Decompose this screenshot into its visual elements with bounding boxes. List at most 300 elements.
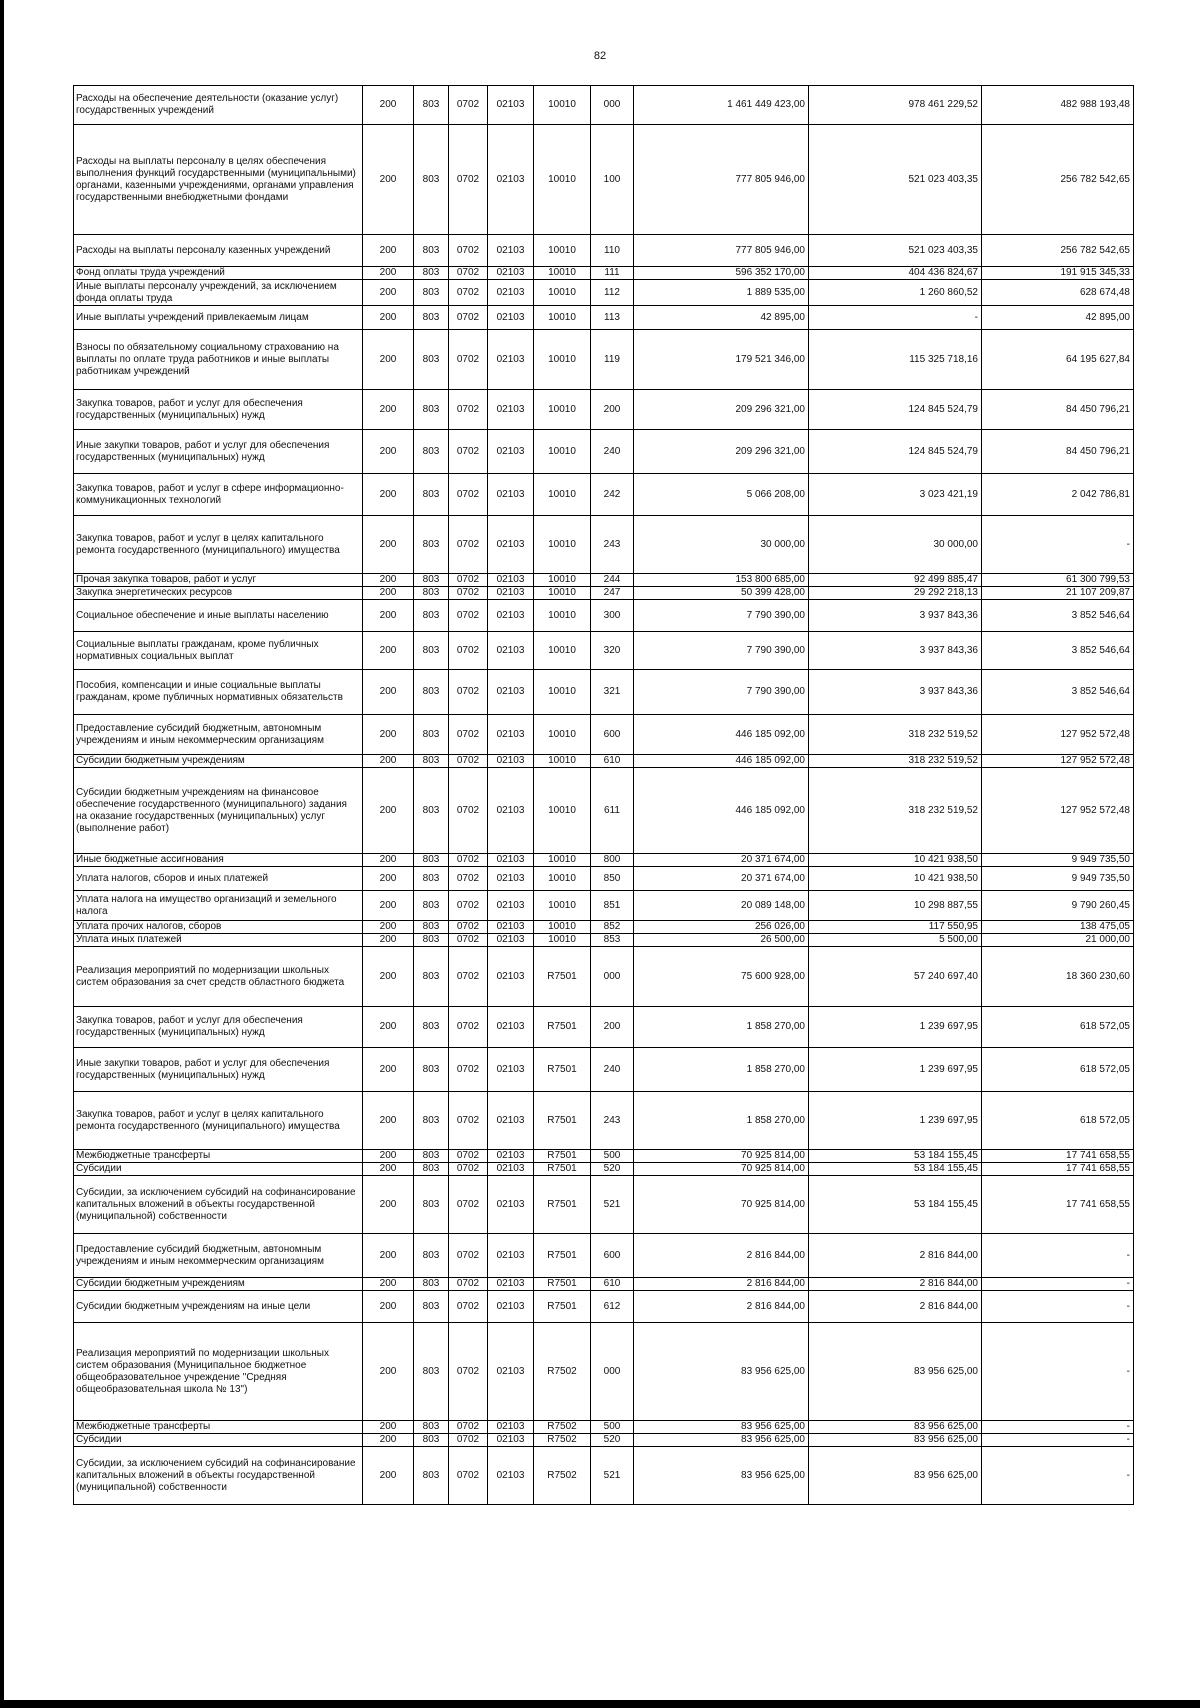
code-direction: 10010 (534, 474, 591, 516)
row-name: Фонд оплаты труда учреждений (74, 267, 363, 280)
code-expense-type: 200 (591, 390, 634, 430)
table-row (74, 267, 1134, 280)
row-name: Иные бюджетные ассигнования (74, 854, 363, 867)
row-name: Субсидии бюджетным учреждениям (74, 1278, 363, 1291)
code-admin: 200 (363, 235, 414, 267)
amount-planned: 83 956 625,00 (634, 1421, 809, 1434)
amount-remaining: 9 949 735,50 (982, 867, 1134, 891)
code-expense-type: 112 (591, 280, 634, 306)
code-section: 0702 (449, 390, 488, 430)
code-admin: 200 (363, 280, 414, 306)
code-direction: 10010 (534, 330, 591, 390)
code-expense-type: 000 (591, 86, 634, 125)
table-row (74, 947, 1134, 1007)
code-expense-type: 852 (591, 921, 634, 934)
table-row (74, 390, 1134, 430)
code-admin: 200 (363, 330, 414, 390)
code-ministry: 803 (414, 600, 449, 632)
row-name: Субсидии, за исключением субсидий на софинансирование капитальных вложений в объекты государственной (муниципальной) собственности (74, 1447, 363, 1505)
code-expense-type: 243 (591, 1092, 634, 1150)
code-admin: 200 (363, 1150, 414, 1163)
amount-remaining: 21 000,00 (982, 934, 1134, 947)
code-expense-type: 244 (591, 574, 634, 587)
code-program: 02103 (488, 1447, 534, 1505)
amount-executed: 124 845 524,79 (809, 390, 982, 430)
amount-executed: 53 184 155,45 (809, 1163, 982, 1176)
row-name: Социальное обеспечение и иные выплаты населению (74, 600, 363, 632)
code-program: 02103 (488, 1323, 534, 1421)
table-row (74, 1291, 1134, 1323)
amount-remaining: - (982, 1278, 1134, 1291)
amount-executed: 53 184 155,45 (809, 1176, 982, 1234)
amount-planned: 446 185 092,00 (634, 715, 809, 755)
code-program: 02103 (488, 755, 534, 768)
code-direction: 10010 (534, 125, 591, 235)
code-section: 0702 (449, 768, 488, 854)
amount-executed: 978 461 229,52 (809, 86, 982, 125)
amount-planned: 26 500,00 (634, 934, 809, 947)
table-row (74, 1092, 1134, 1150)
amount-executed: 117 550,95 (809, 921, 982, 934)
code-ministry: 803 (414, 715, 449, 755)
code-admin: 200 (363, 1447, 414, 1505)
amount-remaining: 42 895,00 (982, 306, 1134, 330)
row-name: Иные выплаты учреждений привлекаемым лицам (74, 306, 363, 330)
code-section: 0702 (449, 516, 488, 574)
amount-executed: 83 956 625,00 (809, 1421, 982, 1434)
code-admin: 200 (363, 1278, 414, 1291)
table-row (74, 921, 1134, 934)
code-admin: 200 (363, 921, 414, 934)
code-program: 02103 (488, 1007, 534, 1048)
row-name: Уплата налогов, сборов и иных платежей (74, 867, 363, 891)
code-expense-type: 611 (591, 768, 634, 854)
table-row (74, 891, 1134, 921)
code-ministry: 803 (414, 267, 449, 280)
code-section: 0702 (449, 306, 488, 330)
amount-planned: 2 816 844,00 (634, 1278, 809, 1291)
code-section: 0702 (449, 574, 488, 587)
amount-executed: 83 956 625,00 (809, 1434, 982, 1447)
table-row (74, 1234, 1134, 1278)
amount-planned: 446 185 092,00 (634, 768, 809, 854)
code-ministry: 803 (414, 1323, 449, 1421)
code-program: 02103 (488, 670, 534, 715)
code-program: 02103 (488, 715, 534, 755)
code-expense-type: 521 (591, 1447, 634, 1505)
amount-executed: 83 956 625,00 (809, 1323, 982, 1421)
code-ministry: 803 (414, 306, 449, 330)
amount-planned: 179 521 346,00 (634, 330, 809, 390)
code-direction: 10010 (534, 755, 591, 768)
code-expense-type: 851 (591, 891, 634, 921)
amount-planned: 70 925 814,00 (634, 1150, 809, 1163)
table-row (74, 574, 1134, 587)
code-admin: 200 (363, 768, 414, 854)
amount-planned: 209 296 321,00 (634, 390, 809, 430)
code-program: 02103 (488, 125, 534, 235)
amount-executed: 404 436 824,67 (809, 267, 982, 280)
amount-executed: 3 023 421,19 (809, 474, 982, 516)
code-admin: 200 (363, 715, 414, 755)
amount-executed: 10 298 887,55 (809, 891, 982, 921)
amount-executed: 115 325 718,16 (809, 330, 982, 390)
amount-remaining: 256 782 542,65 (982, 125, 1134, 235)
code-program: 02103 (488, 867, 534, 891)
code-ministry: 803 (414, 632, 449, 670)
code-ministry: 803 (414, 235, 449, 267)
table-row (74, 235, 1134, 267)
code-program: 02103 (488, 600, 534, 632)
code-ministry: 803 (414, 891, 449, 921)
code-expense-type: 111 (591, 267, 634, 280)
table-row (74, 1176, 1134, 1234)
amount-executed: 2 816 844,00 (809, 1291, 982, 1323)
amount-planned: 30 000,00 (634, 516, 809, 574)
code-expense-type: 110 (591, 235, 634, 267)
code-expense-type: 600 (591, 1234, 634, 1278)
amount-executed: 3 937 843,36 (809, 632, 982, 670)
code-ministry: 803 (414, 516, 449, 574)
row-name: Субсидии бюджетным учреждениям (74, 755, 363, 768)
code-ministry: 803 (414, 1291, 449, 1323)
code-ministry: 803 (414, 430, 449, 474)
code-section: 0702 (449, 125, 488, 235)
code-ministry: 803 (414, 670, 449, 715)
code-section: 0702 (449, 330, 488, 390)
amount-remaining: 127 952 572,48 (982, 715, 1134, 755)
code-direction: R7501 (534, 1291, 591, 1323)
amount-remaining: 618 572,05 (982, 1048, 1134, 1092)
row-name: Уплата налога на имущество организаций и земельного налога (74, 891, 363, 921)
amount-planned: 153 800 685,00 (634, 574, 809, 587)
amount-planned: 1 889 535,00 (634, 280, 809, 306)
code-direction: R7501 (534, 1007, 591, 1048)
code-admin: 200 (363, 1007, 414, 1048)
code-admin: 200 (363, 587, 414, 600)
code-ministry: 803 (414, 867, 449, 891)
code-expense-type: 320 (591, 632, 634, 670)
row-name: Закупка энергетических ресурсов (74, 587, 363, 600)
code-direction: 10010 (534, 768, 591, 854)
amount-planned: 83 956 625,00 (634, 1434, 809, 1447)
code-direction: R7501 (534, 1048, 591, 1092)
code-section: 0702 (449, 891, 488, 921)
amount-remaining: 84 450 796,21 (982, 390, 1134, 430)
amount-executed: 10 421 938,50 (809, 854, 982, 867)
code-direction: 10010 (534, 390, 591, 430)
amount-executed: 29 292 218,13 (809, 587, 982, 600)
amount-executed: 521 023 403,35 (809, 235, 982, 267)
row-name: Иные закупки товаров, работ и услуг для обеспечения государственных (муниципальных) нужд (74, 1048, 363, 1092)
code-program: 02103 (488, 768, 534, 854)
row-name: Субсидии бюджетным учреждениям на финансовое обеспечение государственного (муниципального) задания на оказание государственных (муниципальных) услуг (выполнение работ) (74, 768, 363, 854)
code-section: 0702 (449, 1234, 488, 1278)
code-direction: 10010 (534, 632, 591, 670)
row-name: Расходы на обеспечение деятельности (оказание услуг) государственных учреждений (74, 86, 363, 125)
amount-planned: 1 858 270,00 (634, 1048, 809, 1092)
amount-remaining: 191 915 345,33 (982, 267, 1134, 280)
amount-planned: 777 805 946,00 (634, 235, 809, 267)
code-expense-type: 000 (591, 1323, 634, 1421)
code-ministry: 803 (414, 1048, 449, 1092)
amount-executed: 5 500,00 (809, 934, 982, 947)
code-program: 02103 (488, 854, 534, 867)
code-ministry: 803 (414, 1421, 449, 1434)
table-row (74, 330, 1134, 390)
code-section: 0702 (449, 267, 488, 280)
code-expense-type: 200 (591, 1007, 634, 1048)
amount-remaining: 64 195 627,84 (982, 330, 1134, 390)
table-row (74, 1278, 1134, 1291)
code-ministry: 803 (414, 330, 449, 390)
code-ministry: 803 (414, 587, 449, 600)
amount-remaining: 628 674,48 (982, 280, 1134, 306)
amount-remaining: 618 572,05 (982, 1092, 1134, 1150)
code-expense-type: 300 (591, 600, 634, 632)
code-section: 0702 (449, 1447, 488, 1505)
code-program: 02103 (488, 632, 534, 670)
code-expense-type: 800 (591, 854, 634, 867)
code-ministry: 803 (414, 854, 449, 867)
row-name: Закупка товаров, работ и услуг для обеспечения государственных (муниципальных) нужд (74, 1007, 363, 1048)
row-name: Субсидии бюджетным учреждениям на иные цели (74, 1291, 363, 1323)
code-direction: 10010 (534, 715, 591, 755)
amount-planned: 7 790 390,00 (634, 600, 809, 632)
table-row (74, 430, 1134, 474)
row-name: Расходы на выплаты персоналу казенных учреждений (74, 235, 363, 267)
code-program: 02103 (488, 934, 534, 947)
budget-table (73, 85, 1134, 1505)
code-program: 02103 (488, 891, 534, 921)
code-section: 0702 (449, 921, 488, 934)
code-section: 0702 (449, 1092, 488, 1150)
code-expense-type: 520 (591, 1434, 634, 1447)
amount-remaining: 84 450 796,21 (982, 430, 1134, 474)
table-row (74, 1323, 1134, 1421)
table-row (74, 755, 1134, 768)
table-row (74, 1048, 1134, 1092)
amount-planned: 50 399 428,00 (634, 587, 809, 600)
code-section: 0702 (449, 947, 488, 1007)
code-program: 02103 (488, 1278, 534, 1291)
code-admin: 200 (363, 267, 414, 280)
row-name: Социальные выплаты гражданам, кроме публичных нормативных социальных выплат (74, 632, 363, 670)
code-program: 02103 (488, 1234, 534, 1278)
code-admin: 200 (363, 1092, 414, 1150)
code-expense-type: 247 (591, 587, 634, 600)
code-admin: 200 (363, 1434, 414, 1447)
code-direction: R7501 (534, 1150, 591, 1163)
code-direction: 10010 (534, 587, 591, 600)
amount-planned: 83 956 625,00 (634, 1447, 809, 1505)
code-section: 0702 (449, 1323, 488, 1421)
code-expense-type: 321 (591, 670, 634, 715)
table-row (74, 474, 1134, 516)
page-number: 82 (593, 50, 607, 62)
code-expense-type: 600 (591, 715, 634, 755)
amount-remaining: 3 852 546,64 (982, 600, 1134, 632)
amount-executed: 1 260 860,52 (809, 280, 982, 306)
code-program: 02103 (488, 574, 534, 587)
row-name: Закупка товаров, работ и услуг в целях капитального ремонта государственного (муниципального) имущества (74, 1092, 363, 1150)
code-expense-type: 612 (591, 1291, 634, 1323)
code-admin: 200 (363, 1163, 414, 1176)
code-ministry: 803 (414, 755, 449, 768)
amount-executed: 83 956 625,00 (809, 1447, 982, 1505)
code-section: 0702 (449, 1291, 488, 1323)
code-ministry: 803 (414, 1150, 449, 1163)
code-direction: 10010 (534, 235, 591, 267)
code-program: 02103 (488, 587, 534, 600)
code-admin: 200 (363, 1048, 414, 1092)
amount-remaining: 17 741 658,55 (982, 1176, 1134, 1234)
code-ministry: 803 (414, 1447, 449, 1505)
amount-remaining: 138 475,05 (982, 921, 1134, 934)
code-direction: R7501 (534, 1234, 591, 1278)
table-row (74, 854, 1134, 867)
code-program: 02103 (488, 1163, 534, 1176)
table-row (74, 670, 1134, 715)
amount-planned: 596 352 170,00 (634, 267, 809, 280)
code-program: 02103 (488, 516, 534, 574)
amount-planned: 2 816 844,00 (634, 1291, 809, 1323)
code-admin: 200 (363, 516, 414, 574)
code-section: 0702 (449, 587, 488, 600)
row-name: Иные закупки товаров, работ и услуг для обеспечения государственных (муниципальных) нужд (74, 430, 363, 474)
code-section: 0702 (449, 1007, 488, 1048)
code-admin: 200 (363, 1323, 414, 1421)
row-name: Взносы по обязательному социальному страхованию на выплаты по оплате труда работников и иные выплаты работникам учреждений (74, 330, 363, 390)
amount-remaining: - (982, 1234, 1134, 1278)
code-ministry: 803 (414, 125, 449, 235)
table-row (74, 768, 1134, 854)
row-name: Расходы на выплаты персоналу в целях обеспечения выполнения функций государственными (муниципальными) органами, казенными учреждениями, органами управления государственными внебюджетными фондами (74, 125, 363, 235)
code-ministry: 803 (414, 474, 449, 516)
code-admin: 200 (363, 854, 414, 867)
amount-executed: 53 184 155,45 (809, 1150, 982, 1163)
amount-executed: 124 845 524,79 (809, 430, 982, 474)
code-section: 0702 (449, 1278, 488, 1291)
row-name: Межбюджетные трансферты (74, 1421, 363, 1434)
amount-planned: 777 805 946,00 (634, 125, 809, 235)
code-direction: R7502 (534, 1447, 591, 1505)
code-section: 0702 (449, 632, 488, 670)
code-section: 0702 (449, 235, 488, 267)
amount-executed: 57 240 697,40 (809, 947, 982, 1007)
amount-executed: 92 499 885,47 (809, 574, 982, 587)
code-program: 02103 (488, 474, 534, 516)
amount-executed: 2 816 844,00 (809, 1278, 982, 1291)
code-admin: 200 (363, 632, 414, 670)
amount-remaining: 17 741 658,55 (982, 1163, 1134, 1176)
row-name: Иные выплаты персоналу учреждений, за исключением фонда оплаты труда (74, 280, 363, 306)
code-program: 02103 (488, 86, 534, 125)
code-program: 02103 (488, 306, 534, 330)
amount-remaining: 618 572,05 (982, 1007, 1134, 1048)
amount-remaining: - (982, 1447, 1134, 1505)
amount-planned: 5 066 208,00 (634, 474, 809, 516)
code-direction: 10010 (534, 430, 591, 474)
amount-planned: 7 790 390,00 (634, 632, 809, 670)
amount-remaining: 9 949 735,50 (982, 854, 1134, 867)
amount-remaining: - (982, 1421, 1134, 1434)
code-section: 0702 (449, 600, 488, 632)
code-section: 0702 (449, 474, 488, 516)
row-name: Субсидии (74, 1434, 363, 1447)
code-program: 02103 (488, 1434, 534, 1447)
amount-remaining: - (982, 1323, 1134, 1421)
amount-remaining: 9 790 260,45 (982, 891, 1134, 921)
amount-executed: 1 239 697,95 (809, 1007, 982, 1048)
code-section: 0702 (449, 1150, 488, 1163)
code-admin: 200 (363, 306, 414, 330)
row-name: Реализация мероприятий по модернизации школьных систем образования за счет средств областного бюджета (74, 947, 363, 1007)
code-section: 0702 (449, 755, 488, 768)
amount-remaining: 2 042 786,81 (982, 474, 1134, 516)
code-direction: R7501 (534, 1163, 591, 1176)
table-row (74, 516, 1134, 574)
code-ministry: 803 (414, 1176, 449, 1234)
code-ministry: 803 (414, 390, 449, 430)
scan-left-edge (0, 0, 4, 1708)
amount-remaining: - (982, 1291, 1134, 1323)
row-name: Предоставление субсидий бюджетным, автономным учреждениям и иным некоммерческим организациям (74, 715, 363, 755)
amount-planned: 75 600 928,00 (634, 947, 809, 1007)
code-direction: R7502 (534, 1323, 591, 1421)
amount-remaining: 18 360 230,60 (982, 947, 1134, 1007)
code-admin: 200 (363, 1234, 414, 1278)
amount-executed: 2 816 844,00 (809, 1234, 982, 1278)
amount-remaining: 3 852 546,64 (982, 632, 1134, 670)
budget-table-body (74, 86, 1134, 1505)
code-direction: R7501 (534, 1176, 591, 1234)
code-ministry: 803 (414, 1007, 449, 1048)
row-name: Уплата прочих налогов, сборов (74, 921, 363, 934)
code-admin: 200 (363, 934, 414, 947)
code-program: 02103 (488, 430, 534, 474)
code-admin: 200 (363, 670, 414, 715)
amount-executed: 318 232 519,52 (809, 715, 982, 755)
amount-planned: 20 089 148,00 (634, 891, 809, 921)
code-admin: 200 (363, 1176, 414, 1234)
amount-executed: 521 023 403,35 (809, 125, 982, 235)
code-section: 0702 (449, 1163, 488, 1176)
code-admin: 200 (363, 755, 414, 768)
code-program: 02103 (488, 921, 534, 934)
amount-executed: 1 239 697,95 (809, 1048, 982, 1092)
code-expense-type: 500 (591, 1421, 634, 1434)
amount-planned: 7 790 390,00 (634, 670, 809, 715)
code-section: 0702 (449, 1421, 488, 1434)
code-direction: 10010 (534, 891, 591, 921)
code-ministry: 803 (414, 1234, 449, 1278)
code-admin: 200 (363, 947, 414, 1007)
row-name: Пособия, компенсации и иные социальные выплаты гражданам, кроме публичных нормативных обязательств (74, 670, 363, 715)
amount-executed: - (809, 306, 982, 330)
code-expense-type: 240 (591, 1048, 634, 1092)
amount-executed: 318 232 519,52 (809, 755, 982, 768)
table-row (74, 1434, 1134, 1447)
amount-remaining: 61 300 799,53 (982, 574, 1134, 587)
code-direction: 10010 (534, 854, 591, 867)
table-row (74, 934, 1134, 947)
code-direction: 10010 (534, 516, 591, 574)
code-ministry: 803 (414, 1092, 449, 1150)
code-expense-type: 521 (591, 1176, 634, 1234)
code-direction: 10010 (534, 921, 591, 934)
code-admin: 200 (363, 86, 414, 125)
